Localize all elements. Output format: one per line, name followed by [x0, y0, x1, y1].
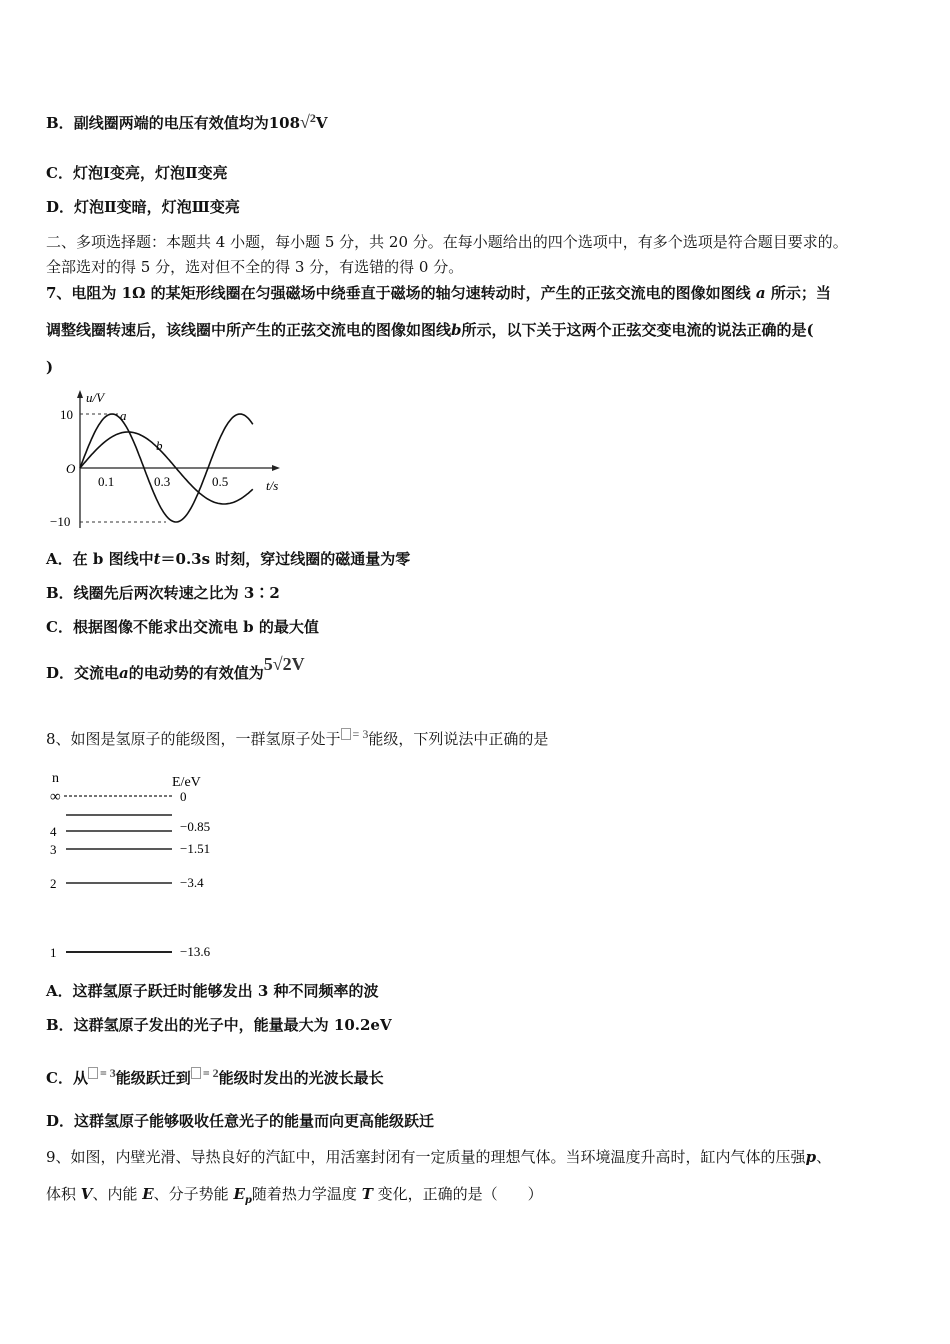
missing-symbol-icon	[341, 728, 351, 740]
level-n-inf: ∞	[50, 789, 61, 805]
x-axis-label: t/s	[266, 478, 279, 493]
q9-stem-line2	[46, 1184, 543, 1211]
var-v: V	[80, 1185, 93, 1203]
level-equation: = 3	[352, 727, 369, 741]
option-label: B．	[46, 114, 74, 132]
q7-stem-line2	[46, 320, 814, 340]
x-tick-2: 0.3	[154, 474, 171, 489]
q8-option-a: A．这群氢原子跃迁时能够发出 3 种不同频率的波	[46, 982, 379, 1000]
var-t: T	[361, 1185, 373, 1203]
coefficient: 5	[263, 654, 273, 674]
q7-option-b: B．线圈先后两次转速之比为 3∶2	[46, 584, 280, 602]
sqrt-radicand: 2	[282, 654, 292, 674]
curve-b-label: b	[156, 438, 163, 453]
x-axis-arrow	[272, 465, 280, 471]
level-e-2: −3.4	[180, 875, 204, 890]
stem-text: 、	[816, 1148, 832, 1166]
stem-text: 体积	[46, 1185, 77, 1203]
q7-option-c: C．根据图像不能求出交流电 b 的最大值	[46, 618, 319, 636]
q8-option-b: B．这群氢原子发出的光子中，能量最大为 10.2eV	[46, 1016, 392, 1034]
var-a: a	[119, 664, 129, 682]
q8-option-d: D．这群氢原子能够吸收任意光子的能量而向更高能级跃迁	[46, 1112, 435, 1130]
missing-symbol-icon	[191, 1067, 201, 1079]
stem-text: 所示；当	[770, 284, 831, 302]
level-n-2: 2	[50, 876, 57, 891]
q8-stem	[46, 724, 548, 749]
q7-option-d	[46, 654, 305, 683]
rms-value: 5√2V	[263, 654, 305, 674]
q6-option-c: C．灯泡Ⅰ变亮，灯泡Ⅱ变亮	[46, 164, 228, 182]
level-equation: = 2	[202, 1066, 219, 1080]
stem-text: 7、电阻为 1Ω 的某矩形线圈在匀强磁场中绕垂直于磁场的轴匀速转动时，产生的正弦交流电的图像如图线	[46, 284, 751, 302]
level-e-4: −0.85	[180, 819, 211, 834]
level-e-1: −13.6	[180, 944, 211, 959]
level-e-3: −1.51	[180, 841, 211, 856]
option-text: 副线圈两端的电压有效值均为	[73, 114, 269, 132]
stem-text: 9、如图，内壁光滑、导热良好的汽缸中，用活塞封闭有一定质量的理想气体。当环境温度升高时，缸内气体的压强	[46, 1148, 806, 1166]
var-b: b	[451, 321, 462, 339]
level-e-inf: 0	[180, 789, 187, 804]
stem-text: 、分子势能	[153, 1185, 229, 1203]
missing-symbol-icon	[88, 1067, 98, 1079]
level-n-4: 4	[50, 824, 57, 839]
unit: V	[291, 654, 305, 674]
var-p: p	[805, 1148, 817, 1166]
q9-stem-line1	[46, 1147, 831, 1167]
section-2-heading-line2: 全部选对的得 5 分，选对但不全的得 3 分，有选错的得 0 分。	[46, 258, 464, 276]
q7-stem-line3: )	[46, 358, 54, 376]
level-n-3: 3	[50, 842, 57, 857]
stem-text: 随着热力学温度	[251, 1185, 357, 1203]
q7-sine-graph	[44, 388, 294, 538]
q6-option-d: D．灯泡Ⅱ变暗，灯泡Ⅲ变亮	[46, 198, 240, 216]
curve-a-label: a	[120, 408, 127, 423]
y-tick-top: 10	[60, 407, 73, 422]
option-text: 的电动势的有效值为	[128, 664, 264, 682]
q8-option-c	[46, 1063, 384, 1088]
option-text: A．在 b 图线中	[46, 550, 154, 568]
stem-text: 变化，正确的是（ ）	[377, 1185, 543, 1203]
option-text: C．从	[46, 1069, 88, 1087]
var-ep	[233, 1185, 252, 1206]
origin-label: O	[66, 461, 76, 476]
var-ep-main: E	[233, 1185, 245, 1203]
section-2-heading-line1: 二、多项选择题：本题共 4 小题，每小题 5 分，共 20 分。在每小题给出的四个选项中，有多个选项是符合题目要求的。	[46, 233, 848, 251]
option-text: 能级时发出的光波长最长	[218, 1069, 384, 1087]
var-a: a	[755, 284, 766, 302]
q7-option-a	[46, 549, 410, 569]
stem-text: 、内能	[92, 1185, 138, 1203]
option-text: D．交流电	[46, 664, 120, 682]
voltage-unit: V	[315, 114, 328, 132]
option-text: 能级跃迁到	[115, 1069, 191, 1087]
var-e: E	[142, 1185, 154, 1203]
x-tick-1: 0.1	[98, 474, 115, 489]
var-t: t	[153, 550, 161, 568]
level-n-1: 1	[50, 945, 57, 960]
q8-energy-level-diagram	[44, 768, 244, 964]
stem-text: 8、如图是氢原子的能级图，一群氢原子处于	[46, 730, 341, 748]
option-text: ＝0.3s 时刻，穿过线圈的磁通量为零	[160, 550, 411, 568]
q6-option-b	[46, 108, 328, 133]
n-header: n	[52, 771, 59, 786]
stem-text: 所示，以下关于这两个正弦交变电流的说法正确的是(	[461, 321, 814, 339]
q7-stem-line1	[46, 283, 831, 303]
sqrt-symbol: √$^2$	[300, 111, 316, 132]
stem-text: 调整线圈转速后，该线圈中所产生的正弦交流电的图像如图线	[46, 321, 452, 339]
e-header: E/eV	[172, 775, 201, 790]
stem-text: 能级，下列说法中正确的是	[368, 730, 549, 748]
level-equation: = 3	[99, 1066, 116, 1080]
x-tick-3: 0.5	[212, 474, 229, 489]
voltage-value: 108	[268, 114, 301, 132]
y-axis-label: u/V	[86, 390, 105, 405]
sqrt-radicand: 2	[309, 111, 316, 125]
y-axis-arrow	[77, 390, 83, 398]
var-ep-sub: p	[244, 1195, 252, 1206]
y-tick-bottom: −10	[50, 514, 71, 529]
